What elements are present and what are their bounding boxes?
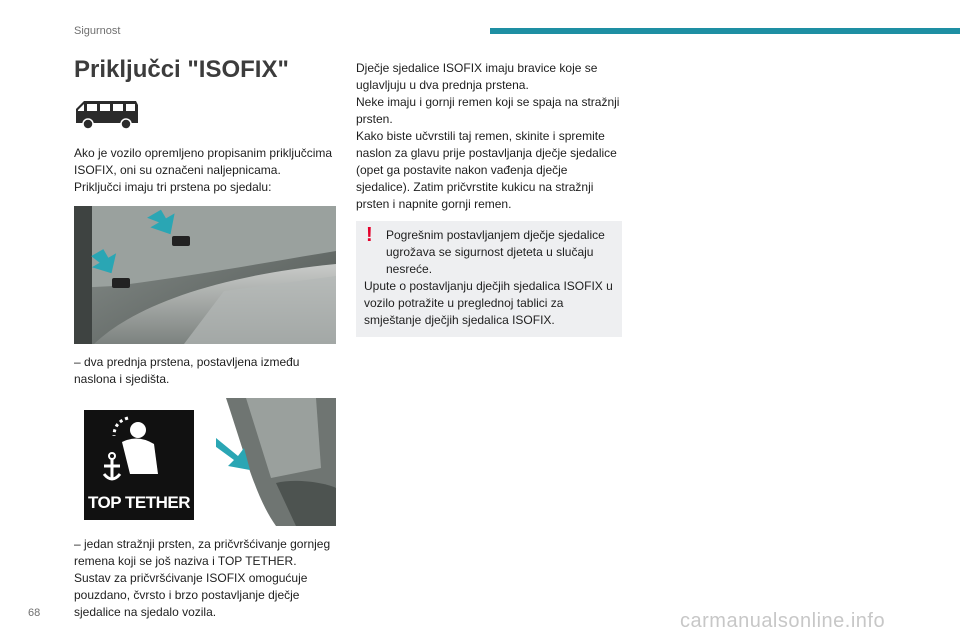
list-item-front-rings: – dva prednja prstena, postavljena između naslona i sjedišta.: [74, 355, 300, 386]
top-strap-text: Neke imaju i gornji remen koji se spaja na stražnji prsten.: [356, 95, 620, 126]
child-seat-anchor-icon: [84, 412, 194, 492]
isofix-system-text: Sustav za pričvršćivanje ISOFIX omogućuje pouzdano, čvrsto i brzo postavljanje dječje sjedalice na sjedalo vozila.: [74, 571, 308, 619]
intro-text-1: Ako je vozilo opremljeno propisanim priključcima ISOFIX, oni su označeni naljepnicama.: [74, 146, 333, 177]
rear-anchor-photo: [216, 398, 336, 526]
strap-instructions-text: Kako biste učvrstili taj remen, skinite i spremite naslon za glavu prije postavljanja dječje sjedalice (opet ga postavite nakon vađenja dječje sjedalice). Zatim pričvrstite kukicu na stražnji prsten i napnite gornji remen.: [356, 129, 617, 211]
header-section-title: Sigurnost: [74, 25, 121, 37]
tether-images-row: [74, 398, 336, 526]
left-column: [74, 55, 338, 621]
van-icon: [74, 97, 140, 131]
top-tether-symbol: [84, 410, 194, 520]
header-accent-bar: [490, 28, 960, 34]
top-tether-label: TOP TETHER: [87, 493, 191, 512]
intro-text-2: Priključci imaju tri prstena po sjedalu:: [74, 180, 272, 194]
isofix-seat-text: Dječje sjedalice ISOFIX imaju bravice koje se uglavljuju u dva prednja prstena.: [356, 61, 598, 92]
page-number: 68: [28, 607, 41, 619]
page-title: Priključci "ISOFIX": [74, 56, 289, 83]
list-item-rear-ring: – jedan stražnji prsten, za pričvršćivanje gornjeg remena koji se još naziva i TOP TETHER.: [74, 537, 331, 568]
watermark: carmanualsonline.info: [680, 610, 886, 632]
warning-icon: !: [366, 224, 373, 246]
seat-anchor-photo: [74, 206, 336, 344]
warning-text-1: Pogrešnim postavljanjem dječje sjedalice ugrožava se sigurnost djeteta u slučaju nesreće.: [386, 228, 605, 276]
warning-text-2: Upute o postavljanju dječjih sjedalica ISOFIX u vozilo potražite u preglednoj tablici za smještanje dječjih sjedalica ISOFIX.: [364, 279, 613, 327]
warning-box: [356, 221, 622, 337]
right-column: [356, 60, 622, 337]
